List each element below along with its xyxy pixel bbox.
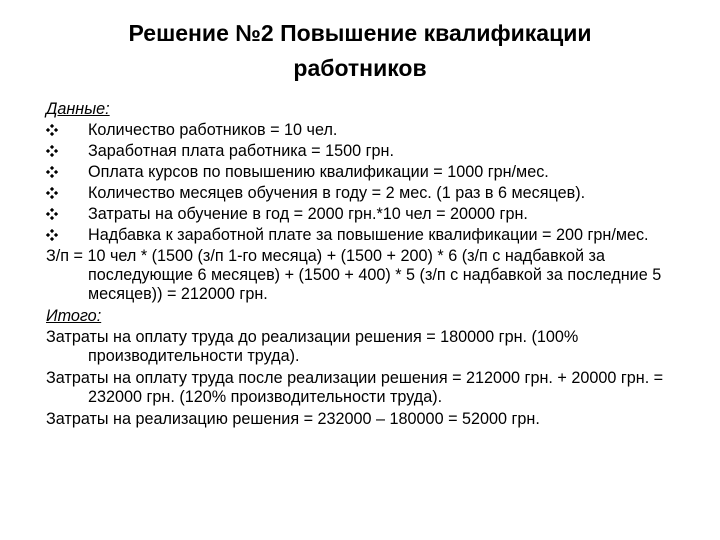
bullet-text: Затраты на обучение в год = 2000 грн.*10 чел = 20000 грн. <box>88 205 528 223</box>
bullet-text: Надбавка к заработной плате за повышение квалификации = 200 грн/мес. <box>88 226 649 244</box>
diamond-bullet-icon <box>46 145 58 157</box>
bullet-text: Количество месяцев обучения в году = 2 мес. (1 раз в 6 месяцев). <box>88 184 586 202</box>
slide-content <box>46 100 686 432</box>
diamond-bullet-icon <box>46 124 58 136</box>
bullet-text: Заработная плата работника = 1500 грн. <box>88 142 394 160</box>
title-line-1: Решение №2 Повышение квалификации <box>128 20 592 46</box>
slide-title <box>0 16 720 86</box>
total-line: Затраты на реализацию решения = 232000 – 180000 = 52000 грн. <box>46 410 540 428</box>
bullet-text: Количество работников = 10 чел. <box>88 121 338 139</box>
title-line-2: работников <box>293 55 427 81</box>
total-line: Затраты на оплату труда до реализации решения = 180000 грн. (100% производительности труда). <box>46 328 579 365</box>
bullet-item <box>46 142 686 161</box>
bullet-item <box>46 184 686 203</box>
diamond-bullet-icon <box>46 187 58 199</box>
diamond-bullet-icon <box>46 208 58 220</box>
total-line: Затраты на оплату труда после реализации решения = 212000 грн. + 20000 грн. = 232000 грн. (120% производительности труда). <box>46 369 664 406</box>
bullet-item <box>46 121 686 140</box>
diamond-bullet-icon <box>46 166 58 178</box>
bullet-item <box>46 205 686 224</box>
total-heading: Итого: <box>46 307 102 325</box>
diamond-bullet-icon <box>46 229 58 241</box>
bullet-text: Оплата курсов по повышению квалификации = 1000 грн/мес. <box>88 163 549 181</box>
bullet-item <box>46 163 686 182</box>
data-heading: Данные: <box>46 100 110 118</box>
salary-formula: З/п = 10 чел * (1500 (з/п 1-го месяца) + (1500 + 200) * 6 (з/п с надбавкой за последующие 6 месяцев) + (1500 + 400) * 5 (з/п с надбавкой за последние 5 месяцев)) = 212000 грн. <box>46 247 662 303</box>
bullet-item <box>46 226 686 245</box>
